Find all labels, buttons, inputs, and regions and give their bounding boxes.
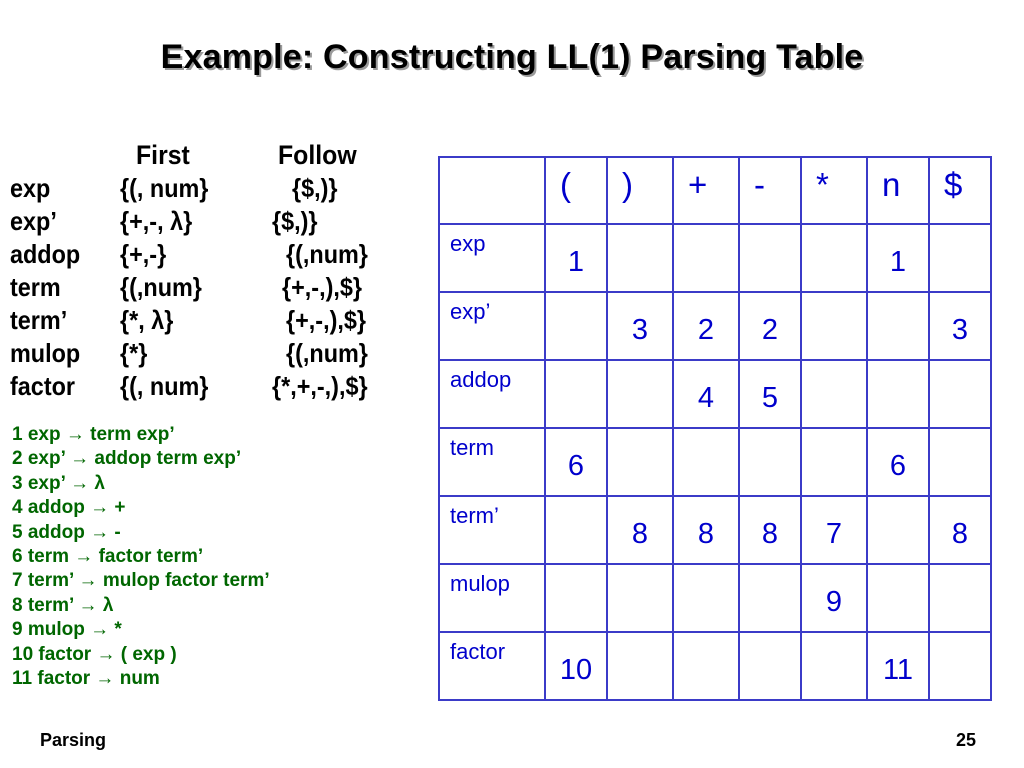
parsing-table [438, 156, 992, 701]
table-cell [545, 496, 607, 564]
table-cell: 8 [929, 496, 991, 564]
follow-set: {+,-,),$} [282, 272, 362, 302]
table-cell [801, 428, 867, 496]
nonterminal-label: factor [10, 371, 76, 401]
row-nonterminal-label: exp’ [439, 292, 545, 360]
table-cell [545, 564, 607, 632]
first-set: {(,num} [120, 272, 202, 302]
table-cell [801, 360, 867, 428]
table-cell: 8 [607, 496, 673, 564]
table-cell [801, 224, 867, 292]
row-nonterminal-label: addop [439, 360, 545, 428]
first-set: {*} [120, 338, 148, 368]
terminal-header: ) [607, 157, 673, 224]
first-header: First [136, 140, 190, 170]
follow-set: {$,)} [292, 173, 338, 203]
nonterminal-label: term [10, 272, 61, 302]
table-row [439, 564, 991, 632]
table-cell [801, 632, 867, 700]
table-cell [929, 428, 991, 496]
grammar-rule: 5 addop → - [12, 521, 121, 543]
table-cell [739, 564, 801, 632]
table-cell: 8 [739, 496, 801, 564]
table-cell [607, 564, 673, 632]
follow-set: {+,-,),$} [286, 305, 366, 335]
table-cell: 8 [673, 496, 739, 564]
table-cell [739, 632, 801, 700]
table-cell [673, 428, 739, 496]
grammar-rule: 3 exp’ → λ [12, 472, 105, 494]
first-set: {*, λ} [120, 305, 174, 335]
nonterminal-label: exp [10, 173, 51, 203]
grammar-rule: 1 exp → term exp’ [12, 424, 175, 445]
table-cell: 2 [739, 292, 801, 360]
row-nonterminal-label: term’ [439, 496, 545, 564]
table-cell [929, 632, 991, 700]
table-cell [739, 224, 801, 292]
terminal-header: ( [545, 157, 607, 224]
table-cell: 10 [545, 632, 607, 700]
grammar-rule: 11 factor → num [12, 668, 160, 690]
table-row [439, 292, 991, 360]
table-cell [929, 360, 991, 428]
first-follow-row [10, 205, 430, 237]
table-cell [867, 360, 929, 428]
nonterminal-label: addop [10, 239, 81, 269]
table-cell: 1 [545, 224, 607, 292]
table-cell [929, 224, 991, 292]
first-follow-row [10, 271, 430, 303]
table-cell [801, 292, 867, 360]
table-cell: 7 [801, 496, 867, 564]
table-cell: 1 [867, 224, 929, 292]
nonterminal-label: exp’ [10, 206, 57, 236]
follow-set: {$,)} [272, 206, 318, 236]
row-nonterminal-label: term [439, 428, 545, 496]
grammar-rule: 7 term’ → mulop factor term’ [12, 570, 270, 592]
terminal-header: * [801, 157, 867, 224]
slide-number: 25 [955, 730, 976, 750]
nonterminal-label: mulop [10, 338, 81, 368]
table-cell [545, 292, 607, 360]
row-nonterminal-label: mulop [439, 564, 545, 632]
table-cell [867, 496, 929, 564]
grammar-rule: 6 term → factor term’ [12, 546, 204, 568]
table-cell [673, 564, 739, 632]
first-follow-row [10, 304, 430, 336]
table-row [439, 360, 991, 428]
grammar-rule: 9 mulop → * [12, 619, 122, 641]
table-row [439, 224, 991, 292]
table-cell [673, 224, 739, 292]
follow-set: {*,+,-,),$} [272, 371, 368, 401]
first-set: {+,-, λ} [120, 206, 193, 236]
table-cell [867, 564, 929, 632]
terminal-header: + [673, 157, 739, 224]
table-cell: 6 [545, 428, 607, 496]
table-cell: 2 [673, 292, 739, 360]
first-set: {+,-} [120, 239, 167, 269]
first-follow-row [10, 370, 430, 402]
first-follow-row [10, 238, 430, 270]
table-cell [607, 360, 673, 428]
terminal-header: - [739, 157, 801, 224]
follow-header: Follow [278, 140, 357, 170]
slide-title: Example: Constructing LL(1) Parsing Table [160, 38, 864, 76]
row-nonterminal-label: exp [439, 224, 545, 292]
table-row [439, 496, 991, 564]
table-cell [739, 428, 801, 496]
table-cell [607, 224, 673, 292]
table-cell [607, 632, 673, 700]
parsing-table-header-row [439, 157, 991, 224]
row-nonterminal-label: factor [439, 632, 545, 700]
table-cell [867, 292, 929, 360]
table-row [439, 428, 991, 496]
grammar-rules-list [12, 423, 432, 691]
follow-set: {(,num} [286, 239, 368, 269]
table-cell: 11 [867, 632, 929, 700]
grammar-rule: 8 term’ → λ [12, 594, 114, 616]
table-cell [929, 564, 991, 632]
first-follow-row [10, 337, 430, 369]
grammar-rule: 2 exp’ → addop term exp’ [12, 448, 242, 470]
footer-section-label: Parsing [40, 730, 107, 750]
table-cell: 4 [673, 360, 739, 428]
table-cell: 3 [607, 292, 673, 360]
table-cell: 5 [739, 360, 801, 428]
nonterminal-label: term’ [10, 305, 68, 335]
grammar-rule: 10 factor → ( exp ) [12, 643, 177, 665]
table-cell: 3 [929, 292, 991, 360]
table-cell [673, 632, 739, 700]
table-cell: 6 [867, 428, 929, 496]
terminal-header: $ [929, 157, 991, 224]
first-follow-row [10, 172, 430, 204]
table-cell [607, 428, 673, 496]
grammar-rule: 4 addop → + [12, 497, 126, 519]
follow-set: {(,num} [286, 338, 368, 368]
table-row [439, 632, 991, 700]
table-corner-cell [439, 157, 545, 224]
table-cell: 9 [801, 564, 867, 632]
first-set: {(, num} [120, 173, 209, 203]
first-set: {(, num} [120, 371, 209, 401]
table-cell [545, 360, 607, 428]
terminal-header: n [867, 157, 929, 224]
